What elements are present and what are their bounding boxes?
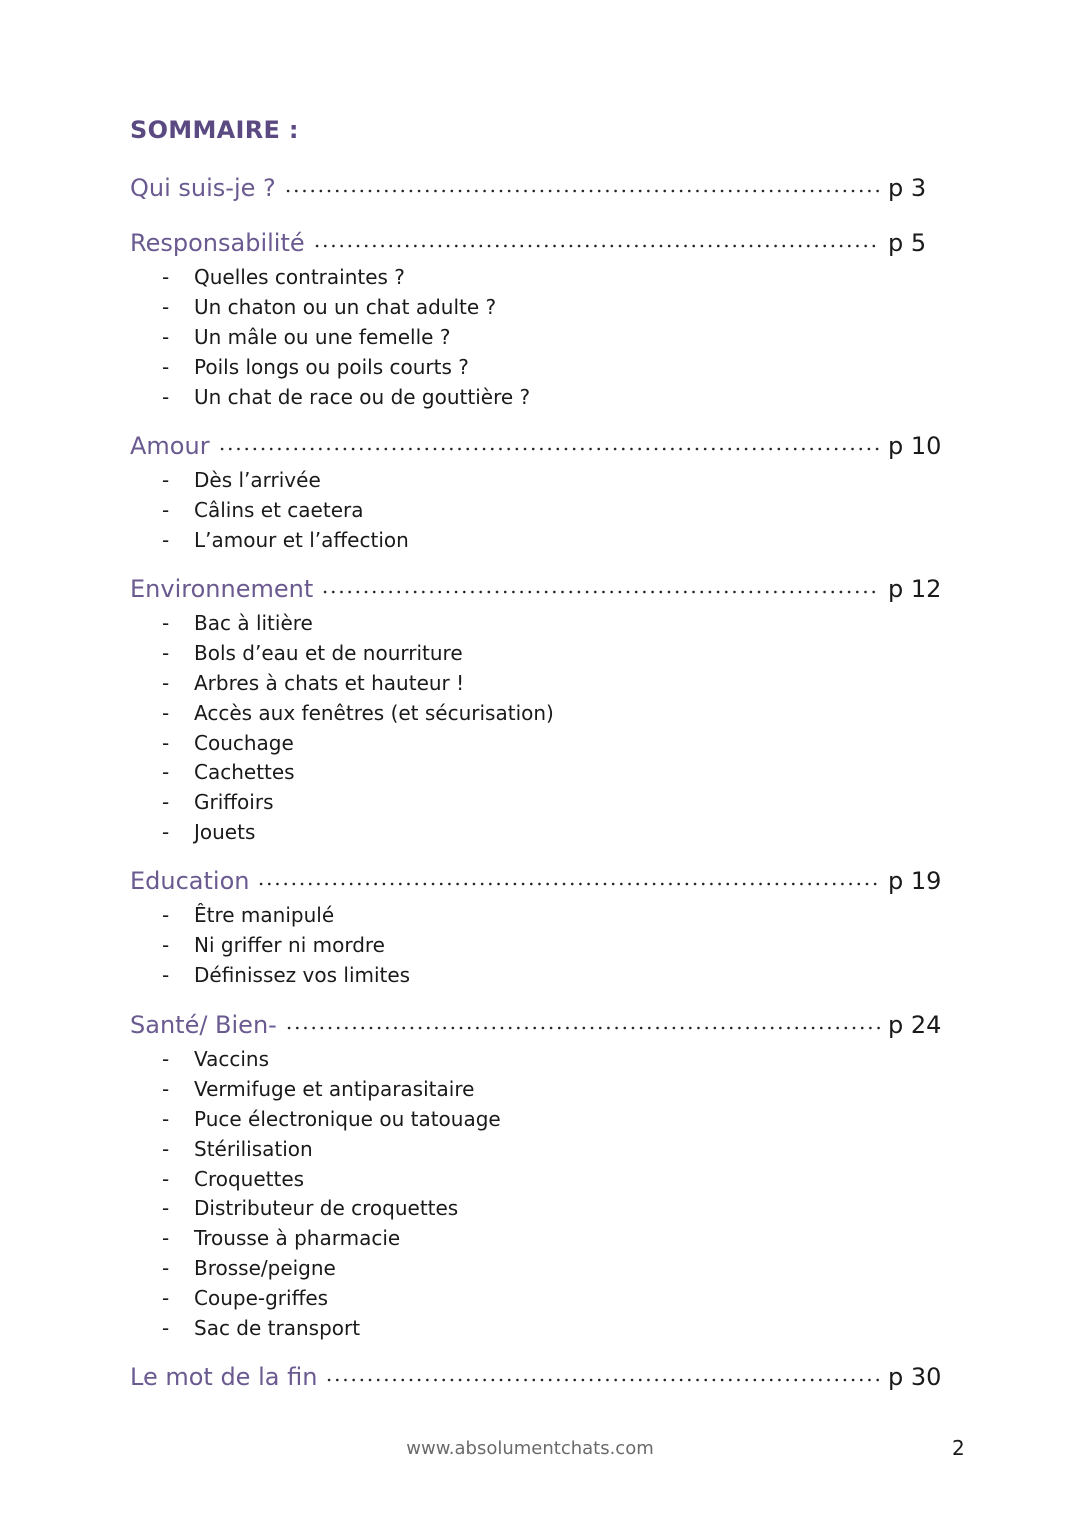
footer-url[interactable]: www.absolumentchats.com [406,1438,654,1459]
dot-leader [257,881,880,887]
subitem-list [130,901,940,991]
toc-section [130,575,940,848]
list-item: - Arbres à chats et hauteur ! [130,669,940,699]
subitem-list [130,466,940,556]
list-item: - Dès l’arrivée [130,466,940,496]
section-title: Qui suis-je ? [130,174,276,202]
dot-leader [218,446,880,452]
list-item: - Être manipulé [130,901,940,931]
list-item: - Couchage [130,729,940,759]
toc-entry [130,1011,940,1045]
subitem-list [130,1045,940,1344]
list-item: - Jouets [130,818,940,848]
list-item: - Sac de transport [130,1314,940,1344]
section-title: Le mot de la fin [130,1363,318,1391]
dot-leader [325,1377,880,1383]
list-item: - Stérilisation [130,1135,940,1165]
section-page: p 30 [888,1363,942,1391]
list-item: - Bac à litière [130,609,940,639]
section-page: p 5 [888,229,927,257]
section-page: p 3 [888,174,927,202]
toc-section [130,174,940,208]
list-item: - Cachettes [130,758,940,788]
toc-section [130,229,940,412]
page-number: 2 [952,1436,965,1460]
section-page: p 12 [888,575,942,603]
section-title: Responsabilité [130,229,305,257]
list-item: - Vaccins [130,1045,940,1075]
toc-entry [130,229,940,263]
subitem-list [130,263,940,412]
toc-entry [130,174,940,208]
toc-entry [130,1363,940,1397]
dot-leader [284,188,880,194]
toc-entry [130,575,940,609]
list-item: - Définissez vos limites [130,961,940,991]
list-item: - Poils longs ou poils courts ? [130,353,940,383]
toc-section [130,432,940,556]
list-item: - Ni griffer ni mordre [130,931,940,961]
section-page: p 24 [888,1011,942,1039]
list-item: - Bols d’eau et de nourriture [130,639,940,669]
list-item: - Câlins et caetera [130,496,940,526]
list-item: - Un chaton ou un chat adulte ? [130,293,940,323]
dot-leader [321,589,880,595]
toc-section [130,1011,940,1344]
section-title: Environnement [130,575,314,603]
list-item: - Un mâle ou une femelle ? [130,323,940,353]
toc-entry [130,867,940,901]
section-title: Amour [130,432,210,460]
list-item: - Accès aux fenêtres (et sécurisation) [130,699,940,729]
list-item: - Un chat de race ou de gouttière ? [130,383,940,413]
dot-leader [285,1025,880,1031]
toc-section [130,867,940,991]
page-title: SOMMAIRE : [130,116,299,144]
list-item: - Brosse/peigne [130,1254,940,1284]
toc-entry [130,432,940,466]
list-item: - Quelles contraintes ? [130,263,940,293]
list-item: - L’amour et l’affection [130,526,940,556]
toc-section [130,1363,940,1397]
section-page: p 19 [888,867,942,895]
list-item: - Distributeur de croquettes [130,1194,940,1224]
list-item: - Puce électronique ou tatouage [130,1105,940,1135]
list-item: - Vermifuge et antiparasitaire [130,1075,940,1105]
list-item: - Croquettes [130,1165,940,1195]
section-page: p 10 [888,432,942,460]
list-item: - Trousse à pharmacie [130,1224,940,1254]
list-item: - Coupe-griffes [130,1284,940,1314]
list-item: - Griffoirs [130,788,940,818]
subitem-list [130,609,940,848]
section-title: Santé/ Bien- [130,1011,277,1039]
section-title: Education [130,867,250,895]
dot-leader [313,243,880,249]
